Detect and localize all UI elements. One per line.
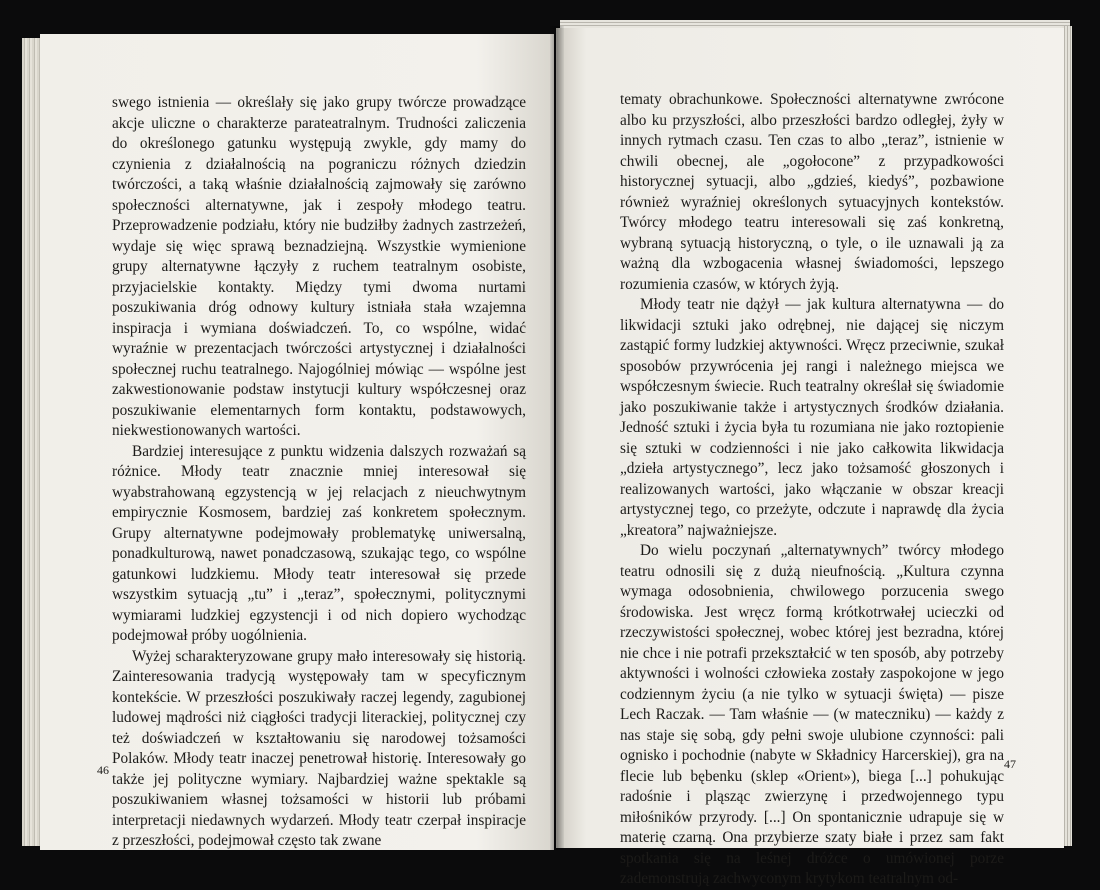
left-page-number: 46 [97, 763, 109, 777]
right-page [556, 28, 1064, 887]
right-page-number: 47 [1004, 757, 1016, 771]
left-page-edges [22, 38, 42, 846]
left-paragraph-3: Wyżej scharakteryzowane grupy mało interesowały się historią. Zainteresowania tradycją występowały tam w specyficznym kontekście. W przeszłości poszukiwały raczej legendy, zagubionej ludowej mądrości niż ciągłości tradycji literackiej, politycznej czy też doświadczeń w kształtowaniu się narodowej tożsamości Polaków. Młody teatr inaczej penetrował historię. Interesowały go także jej polityczne wymiary. Najbardziej ważne spektakle są poszukiwaniem własnej tożsamości w historii lub próbami interpretacji niedawnych wydarzeń. Młody teatr czerpał inspiracje z przeszłości, podejmował często tak zwane [112, 647, 526, 849]
book-spine [550, 26, 564, 850]
right-paragraph-2: Młody teatr nie dążył — jak kultura alternatywna — do likwidacji sztuki jako odrębnej, nie dającej się niczym zastąpić formy ludzkiej aktywności. Wręcz przeciwnie, szukał sposobów przywrócenia jej rangi i należnego miejsca we współczesnym świecie. Ruch teatralny określał się świadomie jako poszukiwanie także i artystycznych środków działania. Jedność sztuki i życia była tu rozumiana nie jako roztopienie się sztuki w codzienności i nie jako całkowita likwidacja „dzieła artystycznego”, lecz jako tożsamość głoszonych i realizowanych wartości, jako włączanie w obszar kreacji artystycznej tego, co przeżyte, odczute i naprawdę dla życia „kreatora” najważniejsze. [620, 296, 1004, 539]
left-page [40, 34, 554, 850]
left-paragraph-1: swego istnienia — określały się jako grupy twórcze prowadzące akcje uliczne o charakterze parateatralnym. Trudności zaliczenia do określonego gatunku występują zwykle, gdy mamy do czynienia z działalnością na pograniczu różnych dziedzin twórczości, a taką właśnie działalnością zajmowały się zarówno społeczności alternatywne, jak i zespoły młodego teatru. Przeprowadzenie podziału, który nie budziłby żadnych zastrzeżeń, wydaje się więc sprawą beznadziejną. Wszystkie wymienione grupy alternatywne łączyły z ruchem teatralnym osobiste, przyjacielskie kontakty. Między tymi dwoma nurtami poszukiwania dróg odnowy kultury istniała stała wzajemna inspiracja i wymiana doświadczeń. To, co wspólne, widać wyraźnie w prezentacjach twórczości artystycznej i działalności społecznej ruchu teatralnego. Najogólniej mówiąc — wspólne jest zakwestionowanie podstaw instytucji kultury współczesnej oraz poszukiwanie elementarnych form kontaktu, podstawowych, niekwestionowanych wartości. [112, 94, 526, 439]
right-paragraph-1: tematy obrachunkowe. Społeczności alternatywne zwrócone albo ku przyszłości, albo przeszłości bardzo odległej, żyły w innych rytmach czasu. Ten czas to albo „teraz”, istnienie w chwili obecnej, ale „ogołocone” z przypadkowości historycznej sytuacji, albo „gdzieś, kiedyś”, pozbawione również wyraźniej określonych sytuacyjnych kontekstów. Twórcy młodego teatru interesowali się zaś konkretną, wybraną sytuacją historyczną, o tyle, o ile uznawali ją za ważną dla wzbogacenia własnej świadomości, lepszego rozumienia czasów, w których żyją. [620, 91, 1004, 293]
right-paragraph-3: Do wielu poczynań „alternatywnych” twórcy młodego teatru odnosili się z dużą nieufnością. „Kultura czynna wymaga odosobnienia, chwilowego porzucenia swego środowiska. Jest wręcz formą krótkotrwałej ucieczki od rzeczywistości społecznej, wobec której jest bezradna, której nie chce i nie potrafi przekształcić w ten sposób, aby potrzeby aktywności i wolności człowieka zostały zaspokojone w jego codziennym życiu (a nie tylko w sytuacji święta) — pisze Lech Raczak. — Tam właśnie — (w mateczniku) — każdy z nas staje się sobą, gdy pełni swoje ulubione czynności: pali ognisko i pochodnie (nabyte w Składnicy Harcerskiej), gra na flecie lub bębenku (sklep «Orient»), biega [...] pohukując radośnie i pląsząc zwierzynę i przedwojennego typu miłośników przyrody. [...] On spontanicznie udrapuje się w materię czarną. Ona przybierze szaty białe i przez sam fakt spotkania się na leśnej dróżce o umówionej porze zademonstrują zachwyconym krytykom teatralnym od- [620, 542, 1004, 887]
left-paragraph-2: Bardziej interesujące z punktu widzenia dalszych rozważań są różnice. Młody teatr znacznie mniej interesował się wyabstrahowaną egzystencją w jej relacjach z nieuchwytnym empirycznie Kosmosem, bardziej zaś konkretem społecznym. Grupy alternatywne podejmowały problematykę uniwersalną, ponadkulturową, nawet ponadczasową, szukając tego, co wspólne gatunkowi ludzkiemu. Młody teatr interesował się przede wszystkim sytuacją „tu” i „teraz”, społecznymi, politycznymi wymiarami ludzkiej egzystencji i od nich dopiero wychodząc podejmował próby uogólnienia. [112, 442, 526, 644]
